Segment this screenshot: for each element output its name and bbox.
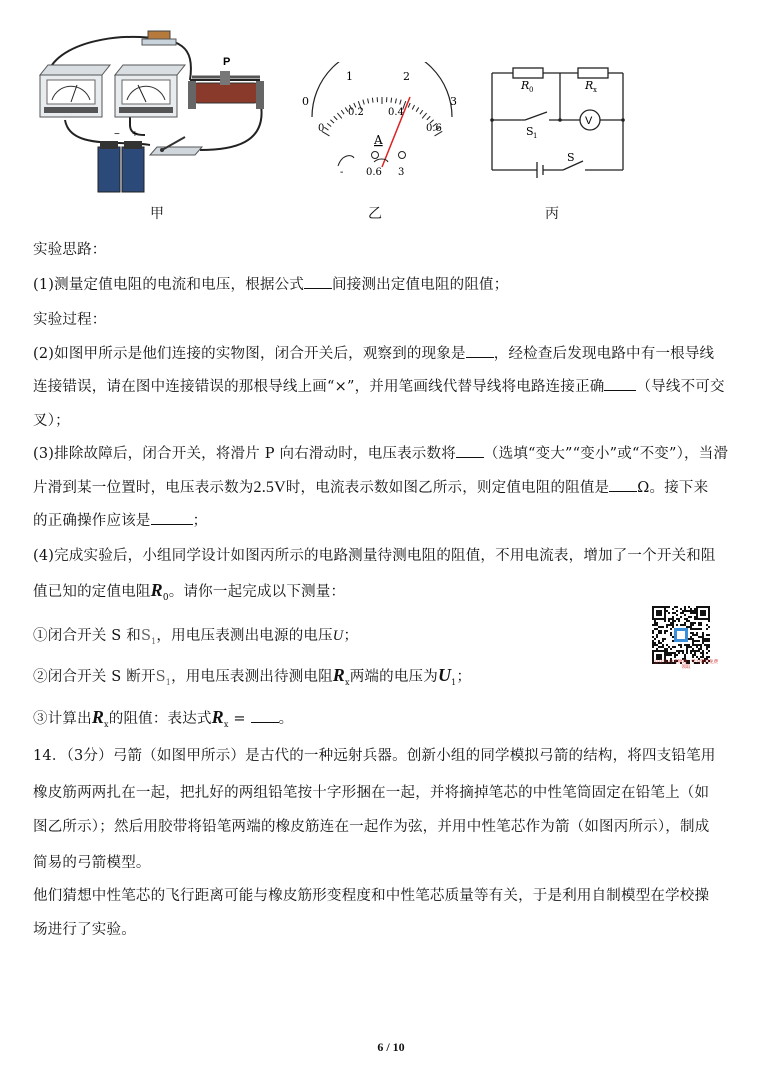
dial-tick bbox=[416, 107, 419, 111]
answer-blank bbox=[456, 457, 484, 458]
svg-text:R: R bbox=[521, 79, 530, 92]
dial-tick bbox=[420, 110, 423, 114]
figure-yi bbox=[292, 62, 467, 182]
svg-text:3: 3 bbox=[450, 95, 457, 108]
dial-tick bbox=[412, 105, 414, 109]
dial-tick bbox=[427, 116, 430, 120]
qr-caption: 公众号:中考物理 · 学习资料免费领取 bbox=[653, 660, 719, 670]
rheostat-device bbox=[188, 56, 264, 109]
text-line: 简易的弓箭模型。 bbox=[33, 855, 151, 871]
dial-tick bbox=[395, 98, 396, 103]
svg-text:x: x bbox=[593, 86, 597, 94]
dial-tick bbox=[391, 98, 392, 103]
text-line: 实验过程： bbox=[33, 312, 107, 328]
dial-tick bbox=[422, 113, 426, 118]
answer-blank bbox=[304, 288, 332, 289]
question-14-line: 14．（3分）弓箭（如图甲所示）是古代的一种远射兵器。创新小组的同学模拟弓箭的结构，将四支铅笔用 bbox=[33, 748, 716, 764]
svg-text:3: 3 bbox=[398, 167, 405, 178]
battery-device bbox=[98, 129, 144, 192]
figure-jia-caption: 甲 bbox=[150, 206, 164, 222]
slider-p-label: P bbox=[223, 56, 231, 68]
text-line: 场进行了实验。 bbox=[33, 922, 136, 938]
svg-text:-: - bbox=[340, 167, 344, 178]
dial-tick bbox=[400, 100, 401, 105]
dial-tick bbox=[337, 113, 341, 118]
svg-text:2: 2 bbox=[403, 70, 410, 83]
figure-bing bbox=[485, 55, 635, 185]
text-line: 的正确操作应该是 ； bbox=[33, 513, 208, 529]
text-line: ①闭合开关 S 和$S_1$，用电压表测出电源的电压U； bbox=[33, 628, 359, 646]
svg-text:R: R bbox=[585, 79, 594, 92]
svg-text:0.4: 0.4 bbox=[388, 107, 404, 118]
ammeter-device bbox=[115, 65, 185, 117]
voltmeter-device bbox=[40, 65, 110, 117]
svg-text:0.6: 0.6 bbox=[366, 167, 382, 178]
dial-tick bbox=[408, 103, 410, 108]
dial-tick bbox=[330, 120, 334, 123]
dial-tick bbox=[334, 116, 337, 120]
svg-text:A: A bbox=[374, 133, 383, 147]
answer-blank bbox=[251, 722, 279, 723]
svg-text:1: 1 bbox=[533, 132, 538, 140]
figure-bing-caption: 丙 bbox=[545, 206, 559, 222]
answer-blank bbox=[604, 390, 636, 391]
text-line: 连接错误，请在图中连接错误的那根导线上画“×”，并用笔画线代替导线将电路连接正确 （导线不可交 bbox=[33, 379, 725, 395]
svg-text:0.6: 0.6 bbox=[426, 123, 442, 134]
dial-tick bbox=[341, 110, 344, 114]
text-line: (4)完成实验后，小组同学设计如图丙所示的电路测量待测电阻的阻值，不用电流表，增加了一个开关和阻 bbox=[33, 548, 716, 564]
svg-text:S: S bbox=[567, 151, 575, 164]
svg-text:0.2: 0.2 bbox=[348, 107, 364, 118]
switch-device bbox=[150, 137, 202, 155]
svg-text:−: − bbox=[114, 129, 120, 140]
text-line: (3)排除故障后，闭合开关，将滑片 P 向右滑动时，电压表示数将 （选填“变大”“变小”或“不变”），当滑 bbox=[33, 446, 729, 462]
dial-tick bbox=[368, 98, 369, 103]
answer-blank bbox=[466, 357, 494, 358]
text-line: 他们猜想中性笔芯的飞行距离可能与橡皮筋形变程度和中性笔芯质量等有关，于是利用自制模型在学校操 bbox=[33, 888, 710, 904]
text-line: 橡皮筋两两扎在一起，把扎好的两组铅笔按十字形捆在一起，并将摘掉笔芯的中性笔筒固定在铅笔上（如 bbox=[33, 785, 710, 801]
figure-yi-caption: 乙 bbox=[368, 206, 382, 222]
dial-tick bbox=[372, 98, 373, 103]
svg-text:0: 0 bbox=[302, 95, 309, 108]
qr-code-image bbox=[652, 606, 710, 664]
svg-text:0: 0 bbox=[529, 86, 534, 94]
text-line: 图乙所示）；然后用胶带将铅笔两端的橡皮筋连在一起作为弦，并用中性笔芯作为箭（如图丙所示），制成 bbox=[33, 819, 710, 835]
svg-text:V: V bbox=[585, 115, 593, 127]
svg-text:+: + bbox=[132, 129, 138, 140]
text-line: (1)测量定值电阻的电流和电压，根据公式 间接测出定值电阻的阻值； bbox=[33, 277, 509, 293]
answer-blank bbox=[609, 491, 637, 492]
answer-blank bbox=[151, 524, 193, 525]
text-line: 值已知的定值电阻$R_0$。请你一起完成以下测量： bbox=[33, 580, 346, 603]
dial-tick bbox=[324, 127, 328, 130]
text-line: ③计算出$R_x$的阻值：表达式$R_x$ = 。 bbox=[33, 707, 294, 729]
text-line: (2)如图甲所示是他们连接的实物图，闭合开关后，观察到的现象是 ，经检查后发现电路中有一根导线 bbox=[33, 346, 715, 362]
text-line: 实验思路： bbox=[33, 242, 107, 258]
text-line: 片滑到某一位置时，电压表示数为2.5V时，电流表示数如图乙所示，则定值电阻的阻值是 Ω。接下来 bbox=[33, 479, 709, 496]
page-number: 6 / 10 bbox=[377, 1040, 405, 1054]
text-line: ②闭合开关 S 断开$S_1$，用电压表测出待测电阻$R_x$两端的电压为$U_1$； bbox=[33, 665, 472, 687]
text-line: 叉）； bbox=[33, 413, 70, 429]
dial-tick bbox=[327, 123, 331, 126]
svg-text:S: S bbox=[526, 125, 534, 138]
dial-tick bbox=[363, 100, 364, 105]
figure-jia bbox=[30, 25, 280, 200]
svg-text:1: 1 bbox=[346, 70, 353, 83]
svg-text:0: 0 bbox=[318, 123, 325, 134]
